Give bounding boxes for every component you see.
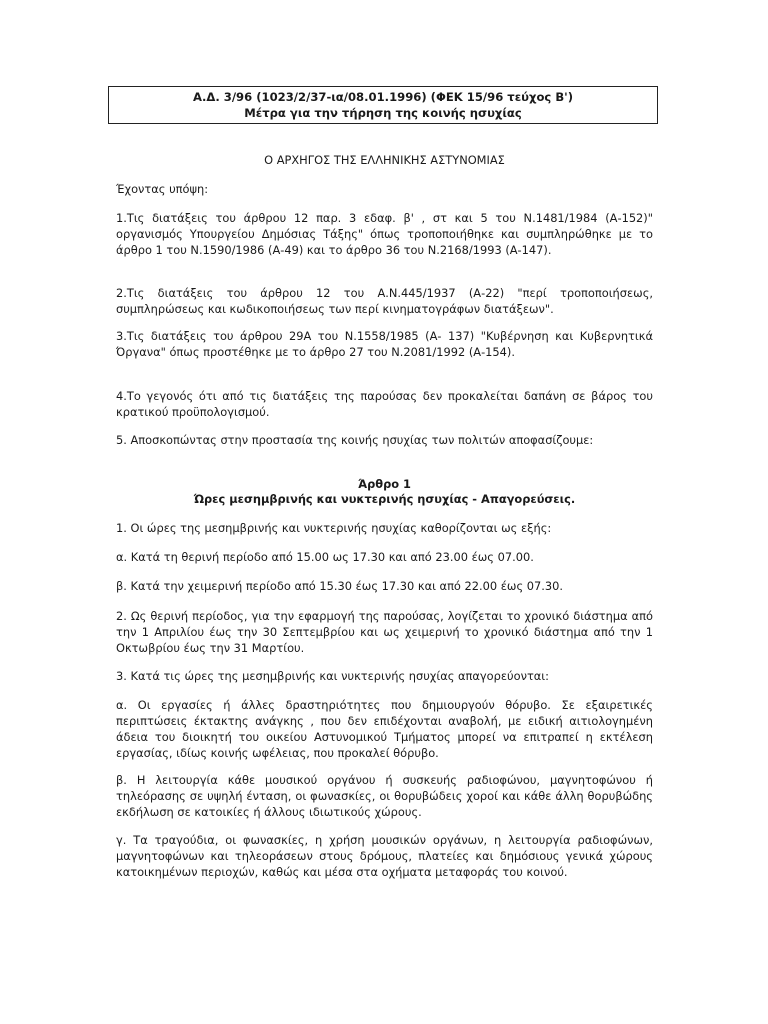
decree-reference: Α.Δ. 3/96 (1023/2/37-ια/08.01.1996) (ΦΕΚ 15/96 τεύχος Β') bbox=[192, 90, 574, 104]
paragraph-2: 2. Ως θερινή περίοδος, για την εφαρμογή της παρούσας, λογίζεται το χρονικό διάστημα από την 1 Απριλίου έως την 30 Σεπτεμβρίου και ως χειμερινή το χρονικό διάστημα από την 1 Οκτωβρίου έως την 31 Μαρτίου. bbox=[116, 609, 653, 655]
consideration-1: 1.Τις διατάξεις του άρθρου 12 παρ. 3 εδαφ. β' , στ και 5 του Ν.1481/1984 (Α-152)" οργανισμός Υπουργείου Δημόσιας Τάξης" όπως τροποποιήθηκε και συμπληρώθηκε με το άρθρο 1 του Ν.1590/1986 (Α-49) και το άρθρο 36 του Ν.2168/1993 (Α-147). bbox=[116, 211, 653, 257]
consideration-5: 5. Αποσκοπώντας στην προστασία της κοινής ησυχίας των πολιτών αποφασίζουμε: bbox=[116, 433, 594, 447]
consideration-4: 4.Το γεγονός ότι από τις διατάξεις της παρούσας δεν προκαλείται δαπάνη σε βάρος του κρατικού προϋπολογισμού. bbox=[116, 389, 653, 419]
paragraph-1: 1. Οι ώρες της μεσημβρινής και νυκτερινής ησυχίας καθορίζονται ως εξής: bbox=[116, 521, 552, 535]
paragraph-3b: β. Η λειτουργία κάθε μουσικού οργάνου ή συσκευής ραδιοφώνου, μαγνητοφώνου ή τηλεόρασης σε υψηλή ένταση, οι φωνασκίες, οι θορυβώδεις χοροί και κάθε άλλη θορυβώδης εκδήλωση σε κατοικίες ή άλλους ιδιωτικούς χώρους. bbox=[116, 773, 653, 819]
paragraph-3a: α. Οι εργασίες ή άλλες δραστηριότητες που δημιουργούν θόρυβο. Σε εξαιρετικές περιπτώσεις έκτακτης ανάγκης , που δεν επιδέχονται αναβολή, με ειδική αιτιολογημένη άδεια του διοικητή του οικείου Αστυνομικού Τμήματος μπορεί να επιτραπεί η εκτέλεση εργασίας, ιδίως κοινής ωφέλειας, που προκαλεί θόρυβο. bbox=[116, 698, 653, 760]
consideration-2: 2.Τις διατάξεις του άρθρου 12 του Α.Ν.445/1937 (Α-22) "περί τροποποιήσεως, συμπληρώσεως και κωδικοποιήσεως των περί κινηματογράφων διατάξεων". bbox=[116, 286, 653, 316]
paragraph-1b: β. Κατά την χειμερινή περίοδο από 15.30 έως 17.30 και από 22.00 έως 07.30. bbox=[116, 579, 563, 593]
document-header-box bbox=[108, 86, 658, 124]
article-title: Ώρες μεσημβρινής και νυκτερινής ησυχίας - Απαγορεύσεις. bbox=[193, 492, 576, 506]
paragraph-3c: γ. Τα τραγούδια, οι φωνασκίες, η χρήση μουσικών οργάνων, η λειτουργία ραδιοφώνων, μαγνητοφώνων και τηλεοράσεων στους δρόμους, πλατείες και δημόσιους γενικά χώρους κατοικημένων περιοχών, καθώς και μέσα στα οχήματα μεταφοράς του κοινού. bbox=[116, 833, 653, 879]
issuing-authority: Ο ΑΡΧΗΓΟΣ ΤΗΣ ΕΛΛΗΝΙΚΗΣ ΑΣΤΥΝΟΜΙΑΣ bbox=[264, 153, 505, 167]
article-number: Άρθρο 1 bbox=[358, 477, 411, 491]
consideration-3: 3.Τις διατάξεις του άρθρου 29Α του Ν.1558/1985 (Α- 137) "Κυβέρνηση και Κυβερνητικά Όργανα" όπως προστέθηκε με το άρθρο 27 του Ν.2081/1992 (Α-154). bbox=[116, 329, 653, 359]
intro-text: Έχοντας υπόψη: bbox=[116, 182, 209, 196]
decree-title: Μέτρα για την τήρηση της κοινής ησυχίας bbox=[244, 106, 522, 120]
paragraph-1a: α. Κατά τη θερινή περίοδο από 15.00 ως 17.30 και από 23.00 έως 07.00. bbox=[116, 550, 534, 564]
paragraph-3: 3. Κατά τις ώρες της μεσημβρινής και νυκτερινής ησυχίας απαγορεύονται: bbox=[116, 669, 549, 683]
